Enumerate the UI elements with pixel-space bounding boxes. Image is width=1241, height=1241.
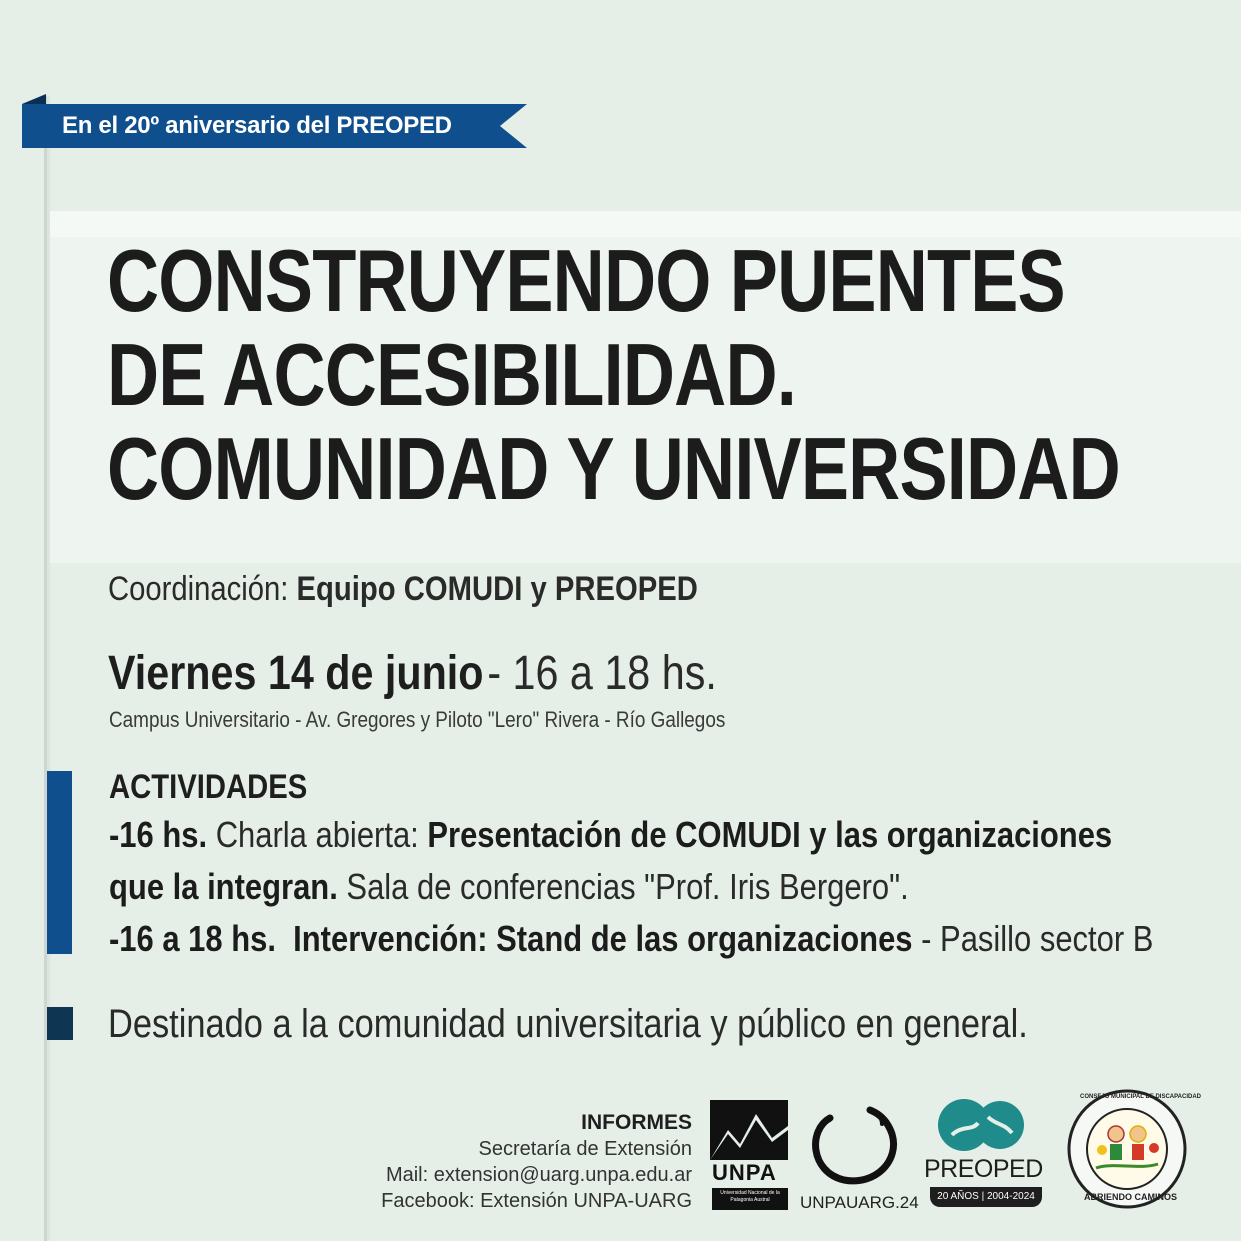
coordination-value: Equipo COMUDI y PREOPED [296, 570, 698, 608]
council-logo [1066, 1088, 1202, 1210]
preoped-logo [922, 1095, 1052, 1215]
preoped-hands-icon [922, 1095, 1052, 1157]
contact-department: Secretaría de Extensión [478, 1138, 692, 1160]
anniversary-ribbon [22, 94, 527, 148]
ribbon-label: En el 20º aniversario del PREOPED [62, 112, 452, 139]
activities-heading: ACTIVIDADES [109, 768, 308, 806]
audience-marker [47, 1007, 73, 1040]
unpa-mountain-icon [710, 1100, 790, 1162]
event-datetime [108, 646, 717, 701]
coordination [108, 570, 698, 609]
activity-1-place: Sala de conferencias "Prof. Iris Bergero". [346, 866, 909, 907]
title-line-1: CONSTRUYENDO PUENTES [107, 231, 1065, 330]
audience-text: Destinado a la comunidad universitaria y público en general. [108, 1002, 1028, 1046]
activity-2-title: Intervención: Stand de las organizaciones [293, 918, 913, 959]
activity-1-line-1 [109, 814, 1112, 856]
contact-heading: INFORMES [581, 1111, 692, 1134]
preoped-name: PREOPED [924, 1155, 1043, 1183]
coordination-label: Coordinación: [108, 570, 289, 608]
council-bottom-text: ABRIENDO CAMINOS [1084, 1192, 1178, 1202]
preoped-years: 20 AÑOS | 2004-2024 [930, 1187, 1042, 1207]
activity-1-type: Charla abierta: [215, 814, 419, 855]
activity-1-line-2 [109, 866, 909, 908]
unpa-uarg-logo [800, 1100, 920, 1215]
contact-facebook: Facebook: Extensión UNPA-UARG [381, 1190, 692, 1212]
activities-accent-bar [47, 771, 72, 954]
contact-mail: Mail: extension@uarg.unpa.edu.ar [385, 1164, 692, 1186]
activity-2-place: - Pasillo sector B [921, 918, 1154, 959]
event-title [107, 231, 1120, 518]
unpa-logo [710, 1100, 790, 1210]
unpa-name: UNPA [712, 1160, 777, 1185]
council-top-text: CONSEJO MUNICIPAL DE DISCAPACIDAD [1080, 1094, 1202, 1100]
title-line-3: COMUNIDAD Y UNIVERSIDAD [107, 419, 1120, 518]
event-time: - 16 a 18 hs. [487, 647, 717, 700]
event-date: Viernes 14 de junio [108, 647, 484, 700]
event-address: Campus Universitario - Av. Gregores y Piloto "Lero" Rivera - Río Gallegos [109, 707, 726, 732]
activity-1-title-part-2: que la integran. [109, 866, 338, 907]
activity-2-time: -16 a 18 hs. [109, 918, 276, 959]
activity-1-time: -16 hs. [109, 814, 208, 855]
unpa-subtitle: Universidad Nacional de la Patagonia Austral [712, 1188, 788, 1210]
left-divider [44, 96, 47, 1241]
enso-circle-icon [800, 1100, 910, 1190]
activity-2 [109, 918, 1153, 960]
activity-1-title-part-1: Presentación de COMUDI y las organizaciones [427, 814, 1113, 855]
contact-info [380, 1110, 692, 1214]
title-line-2: DE ACCESIBILIDAD. [107, 325, 796, 424]
unpa-uarg-name: UNPAUARG.24 [800, 1193, 919, 1212]
